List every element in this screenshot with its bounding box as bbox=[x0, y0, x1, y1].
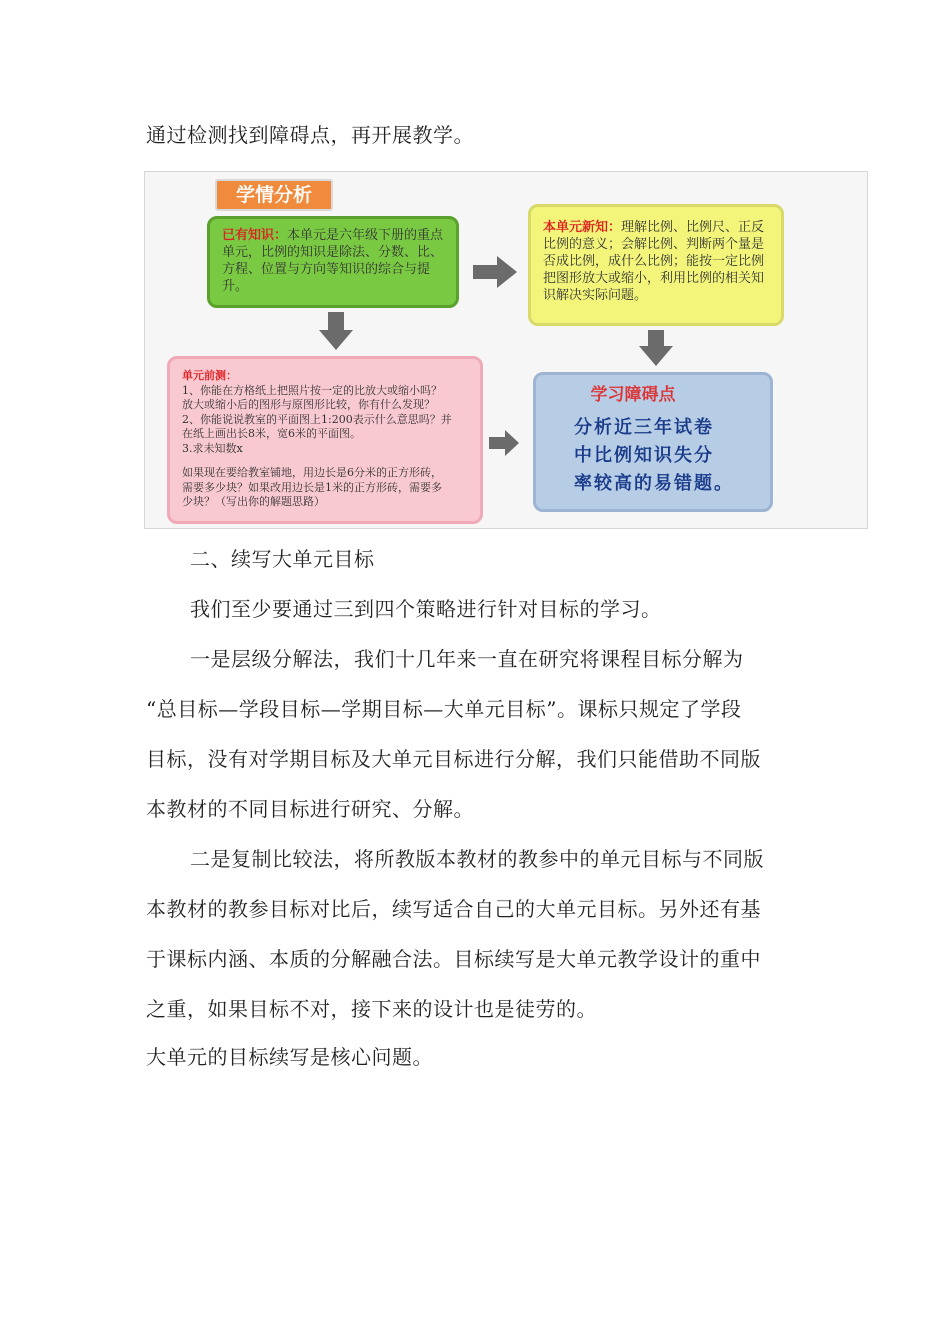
learning-analysis-figure bbox=[144, 171, 868, 529]
pretest-extra-line: 如果现在要给教室铺地，用边长是6分米的正方形砖， bbox=[182, 466, 442, 479]
pretest-line: 1、你能在方格纸上把照片按一定的比放大或缩小吗？ bbox=[182, 383, 442, 397]
pretest-label: 单元前测： bbox=[182, 369, 237, 382]
paragraph-line: 本教材的不同目标进行研究、分解。 bbox=[146, 797, 474, 821]
existing-knowledge-box bbox=[207, 216, 459, 308]
paragraph-line: 本教材的教参目标对比后，续写适合自己的大单元目标。另外还有基 bbox=[146, 897, 761, 921]
obstacle-line: 率较高的易错题。 bbox=[574, 473, 734, 494]
intro-text: 通过检测找到障碍点，再开展教学。 bbox=[146, 123, 474, 147]
arrow-down-icon bbox=[317, 310, 355, 352]
obstacle-line: 分析近三年试卷 bbox=[574, 417, 714, 438]
paragraph-line: 一是层级分解法，我们十几年来一直在研究将课程目标分解为 bbox=[190, 647, 744, 671]
paragraph-line: 于课标内涵、本质的分解融合法。目标续写是大单元教学设计的重中 bbox=[146, 947, 761, 971]
arrow-right-icon bbox=[471, 254, 519, 290]
pretest-line: 放大或缩小后的图形与原图形比较，你有什么发现？ bbox=[182, 398, 435, 411]
pretest-line: 3.求未知数x bbox=[182, 441, 243, 455]
paragraph-line: 二是复制比较法，将所教版本教材的教参中的单元目标与不同版 bbox=[190, 847, 764, 871]
new-knowledge-text: 理解比例、比例尺、正反比例的意义；会解比例、判断两个量是否成比例，成什么比例；能按一定比例把图形放大或缩小，利用比例的相关知识解决实际问题。 bbox=[543, 220, 765, 303]
pretest-extra-line: 少块？（写出你的解题思路） bbox=[182, 495, 325, 508]
new-knowledge-box bbox=[528, 204, 784, 326]
figure-title: 学情分析 bbox=[215, 179, 333, 211]
obstacle-box bbox=[533, 372, 773, 512]
section-heading: 二、续写大单元目标 bbox=[190, 547, 375, 571]
pretest-line: 在纸上画出长8米，宽6米的平面图。 bbox=[182, 427, 361, 440]
paragraph: 我们至少要通过三到四个策略进行针对目标的学习。 bbox=[190, 597, 662, 621]
arrow-right-icon bbox=[487, 428, 521, 458]
obstacle-line: 中比例知识失分 bbox=[574, 445, 714, 466]
existing-knowledge-label: 已有知识： bbox=[222, 228, 288, 243]
pretest-line: 2、你能说说教室的平面图上1:200表示什么意思吗？并 bbox=[182, 412, 452, 426]
pretest-extra-line: 需要多少块？如果改用边长是1米的正方形砖，需要多 bbox=[182, 480, 442, 494]
existing-knowledge-text: 本单元是六年级下册的重点单元，比例的知识是除法、分数、比、方程、位置与方向等知识的综合与提升。 bbox=[222, 228, 444, 294]
pretest-box bbox=[167, 356, 483, 524]
new-knowledge-label: 本单元新知： bbox=[543, 220, 622, 235]
paragraph-line: 之重，如果目标不对，接下来的设计也是徒劳的。 bbox=[146, 997, 597, 1021]
paragraph-line: “总目标—学段目标—学期目标—大单元目标”。课标只规定了学段 bbox=[146, 697, 742, 721]
arrow-down-icon bbox=[637, 328, 675, 368]
obstacle-title: 学习障碍点 bbox=[590, 385, 676, 405]
paragraph: 大单元的目标续写是核心问题。 bbox=[146, 1045, 433, 1069]
paragraph-line: 目标，没有对学期目标及大单元目标进行分解，我们只能借助不同版 bbox=[146, 747, 761, 771]
